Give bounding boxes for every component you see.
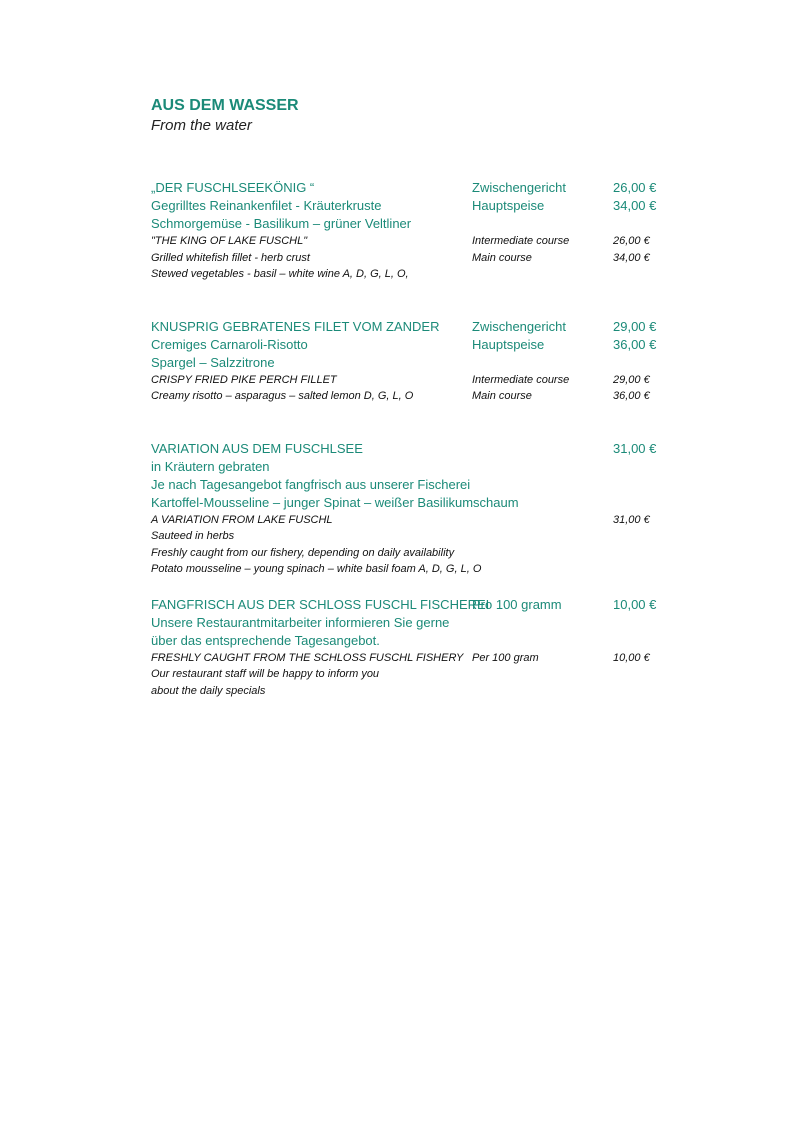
dish-price-en: 34,00 € xyxy=(613,251,650,264)
dish-row-en xyxy=(151,388,711,405)
dish-description: Gegrilltes Reinankenfilet - Kräuterkruste xyxy=(151,198,382,213)
dish-row-en xyxy=(151,266,711,283)
dish-price-en: 26,00 € xyxy=(613,235,650,247)
dish-name-en: "THE KING OF LAKE FUSCHL" xyxy=(151,235,308,247)
dish-course-en: Main course xyxy=(472,251,532,264)
dish-row-de xyxy=(151,215,711,233)
dish-row-en xyxy=(151,650,711,667)
dish-row-en xyxy=(151,683,711,700)
dish-row-de xyxy=(151,318,711,336)
dish-row-de xyxy=(151,440,711,458)
dish-row-en xyxy=(151,233,711,250)
dish-course-en: Intermediate course xyxy=(472,235,570,247)
dish-row-de xyxy=(151,458,711,476)
dish-row-de xyxy=(151,476,711,494)
menu-item-fangfrisch xyxy=(151,596,711,700)
dish-description-en: Freshly caught from our fishery, depending on daily availability xyxy=(151,546,455,559)
dish-course: Hauptspeise xyxy=(472,336,545,352)
dish-price: 26,00 € xyxy=(613,180,657,195)
dish-course: Hauptspeise xyxy=(472,198,545,213)
dish-row-de xyxy=(151,632,711,650)
dish-course-en: Per 100 gram xyxy=(472,651,539,664)
dish-row-de xyxy=(151,336,711,354)
dish-name-en: FRESHLY CAUGHT FROM THE SCHLOSS FUSCHL FISHERY xyxy=(151,651,464,664)
dish-price: 31,00 € xyxy=(613,440,657,456)
dish-description-en: Sauteed in herbs xyxy=(151,530,235,542)
dish-row-de xyxy=(151,494,711,512)
dish-row-en xyxy=(151,372,711,389)
dish-description-en: Stewed vegetables - basil – white wine A, D, G, L, O, xyxy=(151,268,409,280)
dish-row-de xyxy=(151,354,711,372)
dish-name-en: CRISPY FRIED PIKE PERCH FILLET xyxy=(151,373,337,386)
dish-price-en: 31,00 € xyxy=(613,513,650,526)
dish-name: FANGFRISCH AUS DER SCHLOSS FUSCHL FISCHEREI xyxy=(151,596,490,612)
dish-description-en: Creamy risotto – asparagus – salted lemon D, G, L, O xyxy=(151,390,414,402)
dish-description: in Kräutern gebraten xyxy=(151,458,270,474)
dish-price: 34,00 € xyxy=(613,198,657,213)
page-subtitle: From the water xyxy=(151,117,252,134)
dish-row-de xyxy=(151,197,711,215)
dish-name: KNUSPRIG GEBRATENES FILET VOM ZANDER xyxy=(151,318,440,334)
menu-item-variation xyxy=(151,440,711,578)
dish-description-en: Potato mousseline – young spinach – white basil foam A, D, G, L, O xyxy=(151,563,482,575)
dish-price: 10,00 € xyxy=(613,596,657,612)
dish-row-de xyxy=(151,596,711,614)
dish-row-en xyxy=(151,561,711,578)
dish-course: Zwischengericht xyxy=(472,318,566,334)
menu-page xyxy=(151,96,711,699)
dish-price-en: 36,00 € xyxy=(613,390,650,402)
dish-name: „DER FUSCHLSEEKÖNIG “ xyxy=(151,180,315,195)
dish-row-en xyxy=(151,512,711,529)
dish-description: Schmorgemüse - Basilikum – grüner Veltliner xyxy=(151,216,412,231)
dish-row-en xyxy=(151,250,711,267)
dish-row-en xyxy=(151,528,711,545)
dish-price-en: 29,00 € xyxy=(613,373,650,386)
page-title: AUS DEM WASSER xyxy=(151,97,299,114)
dish-price: 29,00 € xyxy=(613,318,657,334)
dish-description: Kartoffel-Mousseline – junger Spinat – weißer Basilikumschaum xyxy=(151,494,519,510)
dish-description-en: Grilled whitefish fillet - herb crust xyxy=(151,251,310,264)
menu-item-fuschlseekoenig xyxy=(151,179,711,283)
dish-description: Unsere Restaurantmitarbeiter informieren Sie gerne xyxy=(151,614,450,630)
dish-description: Spargel – Salzzitrone xyxy=(151,354,275,370)
dish-description: Cremiges Carnaroli-Risotto xyxy=(151,336,308,352)
dish-course-en: Main course xyxy=(472,390,532,402)
dish-course: Zwischengericht xyxy=(472,180,566,195)
dish-name-en: A VARIATION FROM LAKE FUSCHL xyxy=(151,513,333,526)
dish-description: Je nach Tagesangebot fangfrisch aus unserer Fischerei xyxy=(151,476,471,492)
dish-course: Pro 100 gramm xyxy=(472,596,562,612)
dish-description-en: about the daily specials xyxy=(151,684,266,697)
dish-name: VARIATION AUS DEM FUSCHLSEE xyxy=(151,440,363,456)
dish-course-en: Intermediate course xyxy=(472,373,570,386)
dish-description: über das entsprechende Tagesangebot. xyxy=(151,632,380,648)
dish-description-en: Our restaurant staff will be happy to inform you xyxy=(151,668,380,680)
menu-item-zander xyxy=(151,318,711,405)
dish-row-en xyxy=(151,666,711,683)
dish-price: 36,00 € xyxy=(613,336,657,352)
dish-row-en xyxy=(151,545,711,562)
dish-price-en: 10,00 € xyxy=(613,651,650,664)
dish-row-de xyxy=(151,614,711,632)
dish-row-de xyxy=(151,179,711,197)
